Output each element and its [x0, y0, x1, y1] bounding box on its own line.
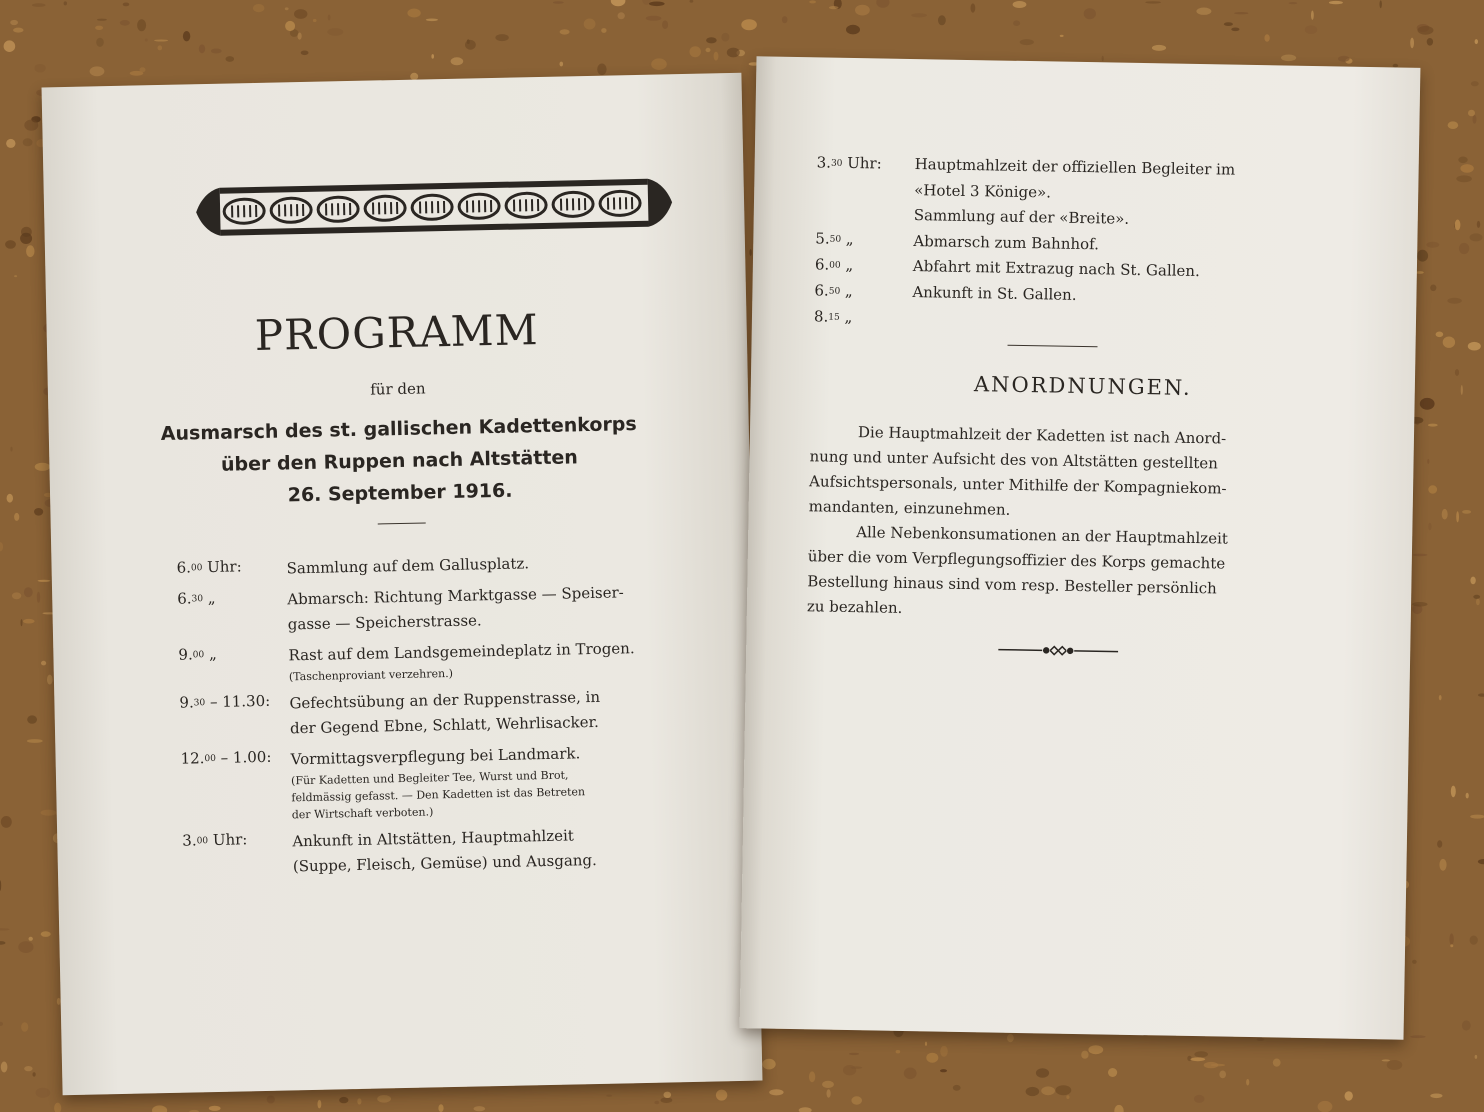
right-page: [740, 56, 1421, 1039]
schedule-time: 3.30 Uhr:: [816, 153, 882, 173]
paragraph-line: mandanten, einzunehmen.: [808, 497, 1011, 519]
paragraph-line: Alle Nebenkonsumationen an der Hauptmahlzeit: [856, 523, 1229, 548]
heading-line-3: 26. September 1916.: [287, 479, 513, 507]
schedule-time: 12.00 – 1.00:: [180, 747, 272, 768]
schedule-description: Sammlung auf dem Gallusplatz.: [286, 554, 530, 578]
schedule-time: 8.15 „: [813, 307, 853, 326]
heading-line-1: Ausmarsch des st. gallischen Kadettenkorps: [160, 413, 637, 446]
schedule-item: [180, 739, 680, 822]
schedule-description: «Hotel 3 Könige».: [914, 180, 1052, 201]
schedule-description: Sammlung auf der «Breite».: [913, 206, 1130, 228]
schedule-description: Hauptmahlzeit der offiziellen Begleiter im: [914, 155, 1236, 179]
schedule-time: 6.00 „: [814, 255, 854, 274]
schedule-item: [179, 683, 679, 738]
paragraph-line: nung und unter Aufsicht des von Altstätten gestellten: [809, 447, 1219, 473]
schedule-time: 6.00 Uhr:: [176, 557, 242, 577]
schedule-time: 6.50 „: [814, 281, 853, 300]
paragraph-line: zu bezahlen.: [806, 597, 903, 617]
divider-rule: [378, 522, 426, 524]
schedule-item: [182, 821, 682, 876]
section-heading: ANORDNUNGEN.: [973, 372, 1192, 400]
schedule-item: [177, 579, 677, 634]
paragraph-line: Die Hauptmahlzeit der Kadetten ist nach Anord-: [857, 423, 1227, 448]
page-title: PROGRAMM: [254, 305, 540, 361]
left-page: [42, 73, 763, 1095]
schedule-description: Gefechtsübung an der Ruppenstrasse, in der Gegend Ebne, Schlatt, Wehrlisacker.: [289, 687, 601, 738]
subtitle: für den: [370, 379, 426, 399]
schedule-description: Abmarsch zum Bahnhof.: [913, 231, 1100, 253]
paragraph-line: Bestellung hinaus sind vom resp. Besteller persönlich: [807, 572, 1217, 598]
schedule-item: [176, 548, 676, 578]
paragraph-line: Aufsichtspersonals, unter Mithilfe der Kompagniekom-: [808, 472, 1227, 498]
schedule-description: Ankunft in Altstätten, Hauptmahlzeit (Suppe, Fleisch, Gemüse) und Ausgang.: [292, 826, 597, 876]
schedule-description: Vormittagsverpflegung bei Landmark. (Für Kadetten und Begleiter Tee, Wurst und Brot, feldmässig gefasst. — Den Kadetten ist das Betreten der Wirtschaft verboten.): [290, 744, 586, 822]
schedule-time: 6.30 „: [177, 588, 216, 608]
divider-rule: [1008, 345, 1098, 348]
schedule-description: Ankunft in St. Gallen.: [912, 282, 1077, 304]
decorative-flourish: [998, 643, 1118, 659]
paragraph-line: über die vom Verpflegungsoffizier des Korps gemachte: [807, 547, 1226, 573]
schedule-item: [178, 635, 678, 684]
schedule-time: 9.30 – 11.30:: [179, 691, 271, 712]
decorative-border-ornament: [194, 172, 675, 242]
schedule-description: Abmarsch: Richtung Marktgasse — Speiser- gasse — Speicherstrasse.: [287, 583, 624, 634]
schedule-time: 9.00 „: [178, 644, 217, 664]
schedule-description: Rast auf dem Landsgemeindeplatz in Trogen. (Taschenproviant verzehren.): [288, 639, 635, 684]
schedule-description: Abfahrt mit Extrazug nach St. Gallen.: [912, 257, 1200, 281]
heading-line-2: über den Ruppen nach Altstätten: [220, 446, 579, 476]
schedule-time: 3.00 Uhr:: [182, 830, 248, 850]
schedule-time: 5.50 „: [815, 229, 854, 249]
